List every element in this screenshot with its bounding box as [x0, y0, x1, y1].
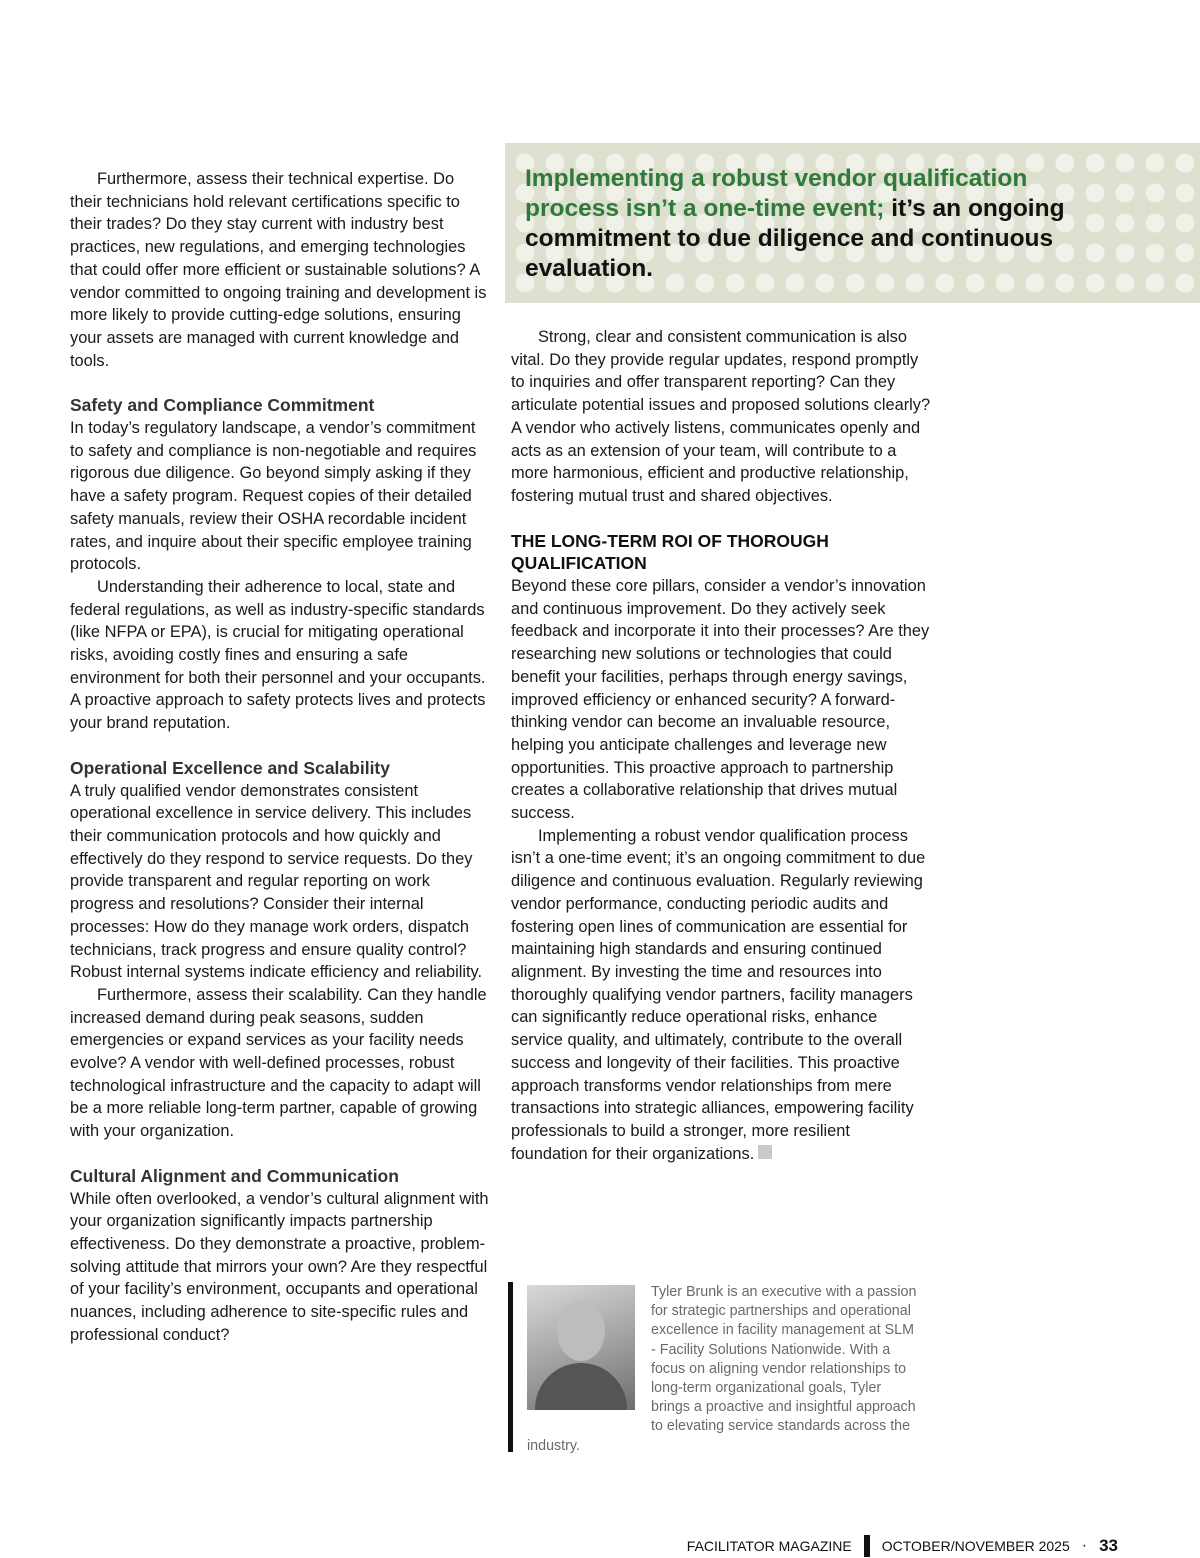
closing-text: Implementing a robust vendor qualification process isn’t a one-time event; it’s an ongoing commitment to due diligence and continuous evaluation. Regularly reviewing vendor performance, conducting periodic audits and fostering open lines of communication are essential for maintaining high standards and ensuring continued alignment. By investing the time and resources into thoroughly qualifying vendor partners, facility managers can significantly reduce operational risks, enhance service quality, and ultimately, contribute to the overall success and longevity of their facilities. This proactive approach transforms vendor relationships from mere transactions into strategic alliances, empowering facility professionals to build a stronger, more resilient foundation for their organizations.: [511, 826, 926, 1163]
pull-quote-text: it’s an ongoing commitment to due diligence and continuous evaluation.: [525, 195, 1065, 282]
page-number: 33: [1099, 1536, 1118, 1555]
page-footer: [687, 1534, 1118, 1558]
body-paragraph: While often overlooked, a vendor’s cultural alignment with your organization significantly impacts partnership effectiveness. Do they demonstrate a proactive, problem-solving attitude that mirrors your own? Are they respectful of your facility’s environment, occupants and operational nuances, including adherence to site-specific rules and professional conduct?: [70, 1189, 489, 1344]
body-paragraph: Furthermore, assess their technical expertise. Do their technicians hold relevant certifications specific to their trades? Do they stay current with industry best practices, new regulations, and emerging technologies that could offer more efficient or sustainable solutions? A vendor committed to ongoing training and development is more likely to provide cutting-edge solutions, ensuring your assets are managed with current knowledge and tools.: [70, 170, 487, 370]
body-paragraph: Beyond these core pillars, consider a vendor’s innovation and continuous improvement. Do they actively seek feedback and incorporate it into their processes? Are they researching new solutions or technologies that could benefit your facilities, perhaps through energy savings, improved efficiency or enhanced security? A forward-thinking vendor can become an invaluable resource, helping you anticipate challenges and leverage new opportunities. This proactive approach to partnership creates a collaborative relationship that drives mutual success.: [511, 577, 930, 823]
bio-rule: [508, 1282, 513, 1452]
footer-divider: [864, 1535, 870, 1557]
pull-quote: [525, 164, 1085, 284]
author-bio: [527, 1283, 922, 1456]
body-paragraph: Furthermore, assess their scalability. Can they handle increased demand during peak seasons, sudden emergencies or expand services as your facility needs evolve? A vendor with well-defined processes, robust technological infrastructure and the capacity to adapt will be a more reliable long-term partner, capable of growing with your organization.: [70, 985, 487, 1141]
end-mark-icon: [758, 1145, 772, 1159]
footer-separator: ·: [1081, 1537, 1088, 1554]
body-paragraph: In today’s regulatory landscape, a vendor’s commitment to safety and compliance is non-negotiable and requires rigorous due diligence. Go beyond simply asking if they have a safety program. Request copies of their detailed safety manuals, review their OSHA recordable incident rates, and inquire about their specific employee training protocols.: [70, 419, 477, 574]
body-paragraph: Understanding their adherence to local, state and federal regulations, as well as industry-specific standards (like NFPA or EPA), is crucial for mitigating operational risks, avoiding costly fines and ensuring a safe environment for both their personnel and your occupants. A proactive approach to safety protects lives and protects your brand reputation.: [70, 577, 486, 733]
magazine-name: FACILITATOR MAGAZINE: [686, 1538, 852, 1554]
right-column: [511, 326, 931, 1165]
issue-date: OCTOBER/NOVEMBER 2025: [881, 1538, 1070, 1554]
section-heading-safety: Safety and Compliance Commitment: [70, 395, 375, 416]
bio-photo-spacer: [527, 1283, 651, 1431]
section-heading-operations: Operational Excellence and Scalability: [70, 757, 390, 778]
body-paragraph: A truly qualified vendor demonstrates consistent operational excellence in service delivery. This includes their communication protocols and how quickly and effectively do they respond to service requests. Do they provide transparent and regular reporting on work progress and resolutions? Consider their internal processes: How do they manage work orders, dispatch technicians, track progress and ensure quality control? Robust internal systems indicate efficiency and reliability.: [70, 781, 483, 982]
section-heading-roi: THE LONG-TERM ROI OF THOROUGH QUALIFICATION: [511, 530, 829, 574]
pull-quote-highlight: Implementing a robust vendor qualification process isn’t a one-time event;: [525, 165, 1028, 222]
left-column: [70, 168, 490, 1346]
author-bio-text: Tyler Brunk is an executive with a passion for strategic partnerships and operational excellence in facility management at SLM - Facility Solutions Nationwide. With a focus on aligning vendor relationships to long-term organizational goals, Tyler brings a proactive and insightful approach to elevating service standards across the industry.: [527, 1284, 917, 1454]
body-paragraph: [511, 825, 931, 1166]
body-paragraph: Strong, clear and consistent communication is also vital. Do they provide regular updates, respond promptly to inquiries and offer transparent reporting? Can they articulate potential issues and proposed solutions clearly? A vendor who actively listens, communicates openly and acts as an extension of your team, will contribute to a more harmonious, efficient and productive relationship, fostering mutual trust and shared objectives.: [511, 328, 931, 505]
section-heading-culture: Cultural Alignment and Communication: [70, 1165, 399, 1186]
